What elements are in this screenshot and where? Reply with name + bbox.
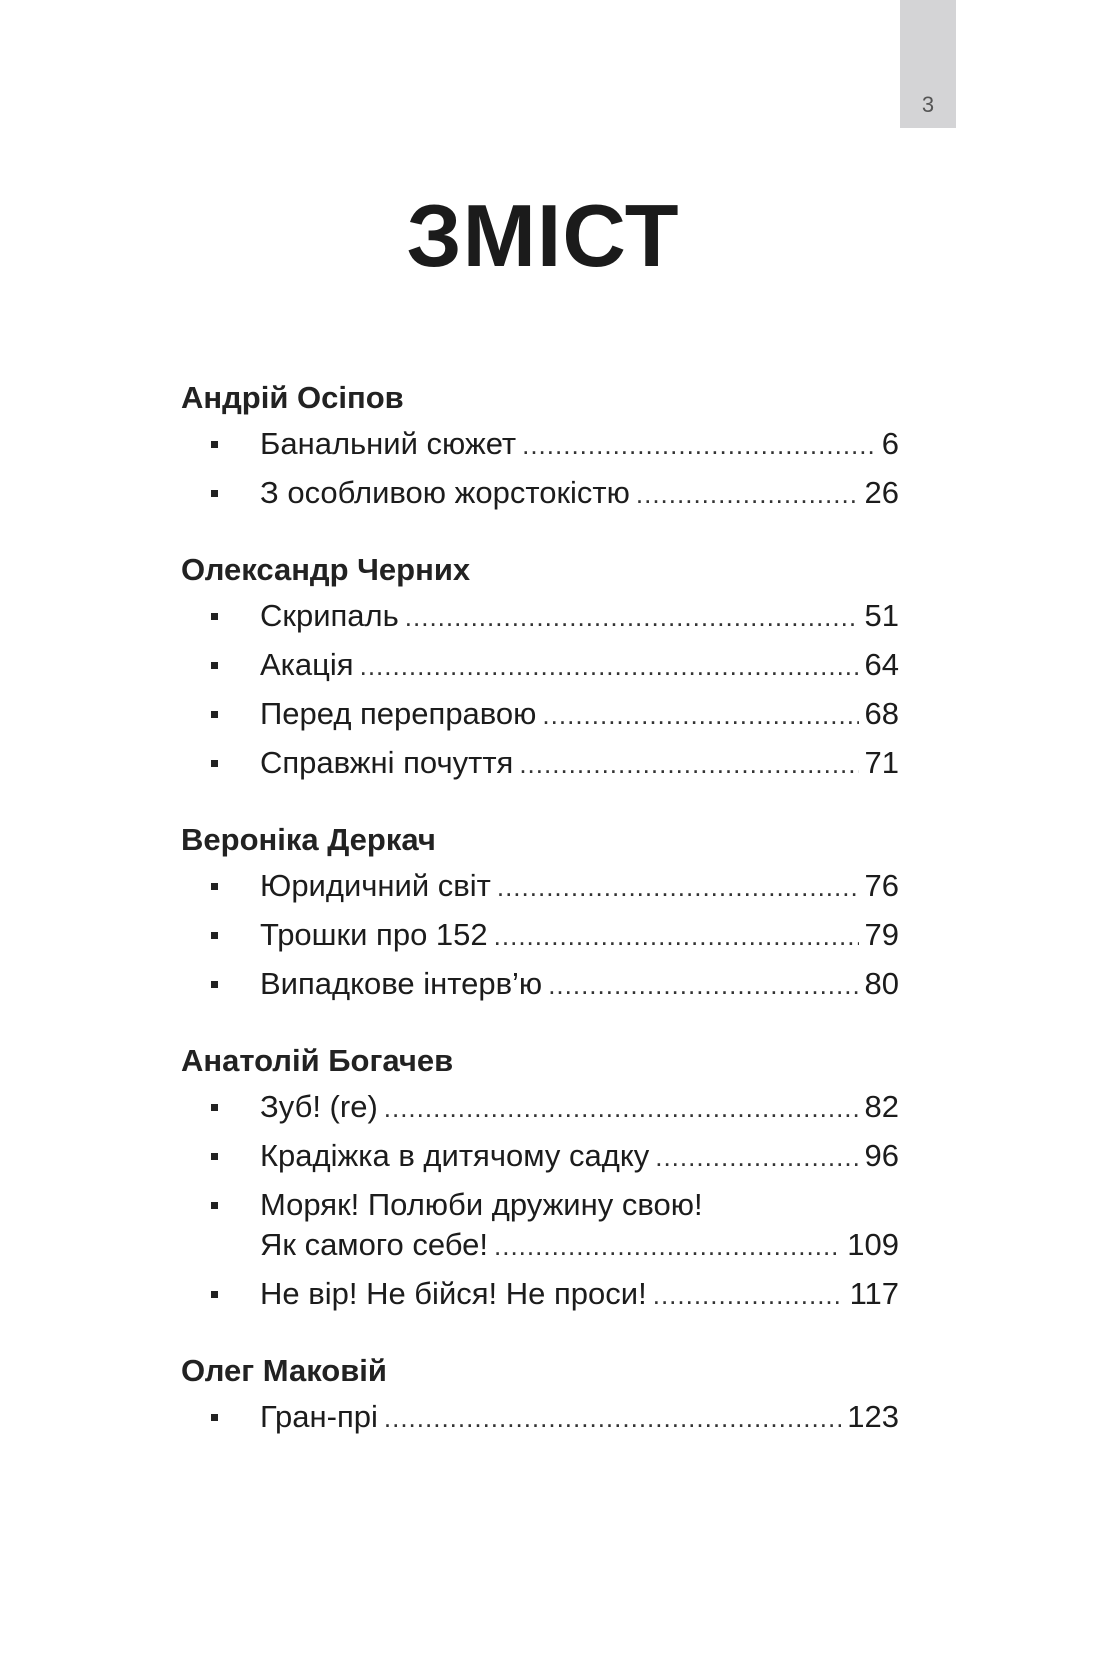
- dot-leader: [384, 1398, 841, 1438]
- bullet-icon: [211, 981, 218, 988]
- entry-page: 51: [864, 598, 899, 633]
- entry-title-line1: Моряк! Полюби дружину свою!: [260, 1187, 703, 1222]
- entry-title: Справжні почуття: [260, 745, 514, 780]
- toc-entry[interactable]: [181, 596, 899, 637]
- entry-title: Крадіжка в дитячому садку: [260, 1138, 650, 1173]
- bullet-icon: [211, 613, 218, 620]
- toc-entry[interactable]: [181, 964, 899, 1005]
- entry-page: 64: [864, 647, 899, 682]
- toc-section: [181, 1039, 899, 1315]
- entry-title: Як самого себе!: [260, 1227, 488, 1262]
- dot-leader: [497, 867, 859, 907]
- entry-title: Акація: [260, 647, 354, 682]
- dot-leader: [548, 965, 858, 1005]
- dot-leader: [542, 695, 858, 735]
- toc-entry[interactable]: [181, 694, 899, 735]
- entry-title: Не вір! Не бійся! Не проси!: [260, 1276, 647, 1311]
- entry-title: З особливою жорстокістю: [260, 475, 630, 510]
- section-author: Олег Маковій: [181, 1353, 387, 1388]
- toc-entry[interactable]: [181, 1136, 899, 1177]
- bullet-icon: [211, 760, 218, 767]
- entry-title: Банальний сюжет: [260, 426, 517, 461]
- toc-entry[interactable]: [181, 915, 899, 956]
- dot-leader: [522, 425, 876, 465]
- entry-page: 82: [864, 1089, 899, 1124]
- page-number: 3: [921, 92, 935, 117]
- entry-page: 117: [849, 1276, 899, 1311]
- toc-section: [181, 818, 899, 1005]
- entry-page: 68: [864, 696, 899, 731]
- entry-title: Випадкове інтерв’ю: [260, 966, 543, 1001]
- bullet-icon: [211, 1414, 218, 1421]
- dot-leader: [494, 916, 859, 956]
- bullet-icon: [211, 490, 218, 497]
- toc-entry[interactable]: [181, 424, 899, 465]
- toc-section: [181, 1349, 899, 1438]
- bullet-icon: [211, 441, 218, 448]
- entry-page: 76: [864, 868, 899, 903]
- toc-entry[interactable]: [181, 1087, 899, 1128]
- entry-page: 6: [881, 426, 899, 461]
- entry-title: Трошки про 152: [260, 917, 488, 952]
- dot-leader: [519, 744, 858, 784]
- dot-leader: [653, 1275, 844, 1315]
- bullet-icon: [211, 1153, 218, 1160]
- toc-entry[interactable]: [181, 866, 899, 907]
- bullet-icon: [211, 932, 218, 939]
- bullet-icon: [211, 1291, 218, 1298]
- section-author: Вероніка Деркач: [181, 822, 436, 857]
- toc-section: [181, 376, 899, 514]
- entry-title: Перед переправою: [260, 696, 537, 731]
- toc-entry[interactable]: [181, 473, 899, 514]
- dot-leader: [494, 1226, 841, 1266]
- toc-entry[interactable]: [181, 1274, 899, 1315]
- entry-title: Зуб! (re): [260, 1089, 378, 1124]
- dot-leader: [360, 646, 859, 686]
- section-author: Андрій Осіпов: [181, 380, 404, 415]
- entry-page: 96: [864, 1138, 899, 1173]
- section-author: Олександр Черних: [181, 552, 471, 587]
- toc-entry[interactable]: [181, 645, 899, 686]
- entry-page: 80: [864, 966, 899, 1001]
- bullet-icon: [211, 711, 218, 718]
- bullet-icon: [211, 1202, 218, 1209]
- toc-entry[interactable]: [181, 1397, 899, 1438]
- dot-leader: [636, 474, 859, 514]
- entry-page: 123: [847, 1399, 899, 1434]
- dot-leader: [384, 1088, 859, 1128]
- dot-leader: [655, 1137, 858, 1177]
- entry-page: 109: [847, 1227, 899, 1262]
- toc-entry[interactable]: [181, 743, 899, 784]
- bullet-icon: [211, 883, 218, 890]
- entry-title: Юридичний світ: [260, 868, 491, 903]
- toc-entry[interactable]: [181, 1185, 899, 1266]
- entry-page: 26: [864, 475, 899, 510]
- section-author: Анатолій Богачев: [181, 1043, 454, 1078]
- table-of-contents: [181, 376, 899, 1472]
- entry-page: 71: [864, 745, 899, 780]
- page-number-tab: [900, 0, 956, 128]
- entry-title: Гран-прі: [260, 1399, 378, 1434]
- dot-leader: [405, 597, 859, 637]
- page-title: ЗМІСТ: [406, 186, 680, 285]
- bullet-icon: [211, 1104, 218, 1111]
- toc-section: [181, 548, 899, 784]
- entry-page: 79: [864, 917, 899, 952]
- entry-title: Скрипаль: [260, 598, 399, 633]
- bullet-icon: [211, 662, 218, 669]
